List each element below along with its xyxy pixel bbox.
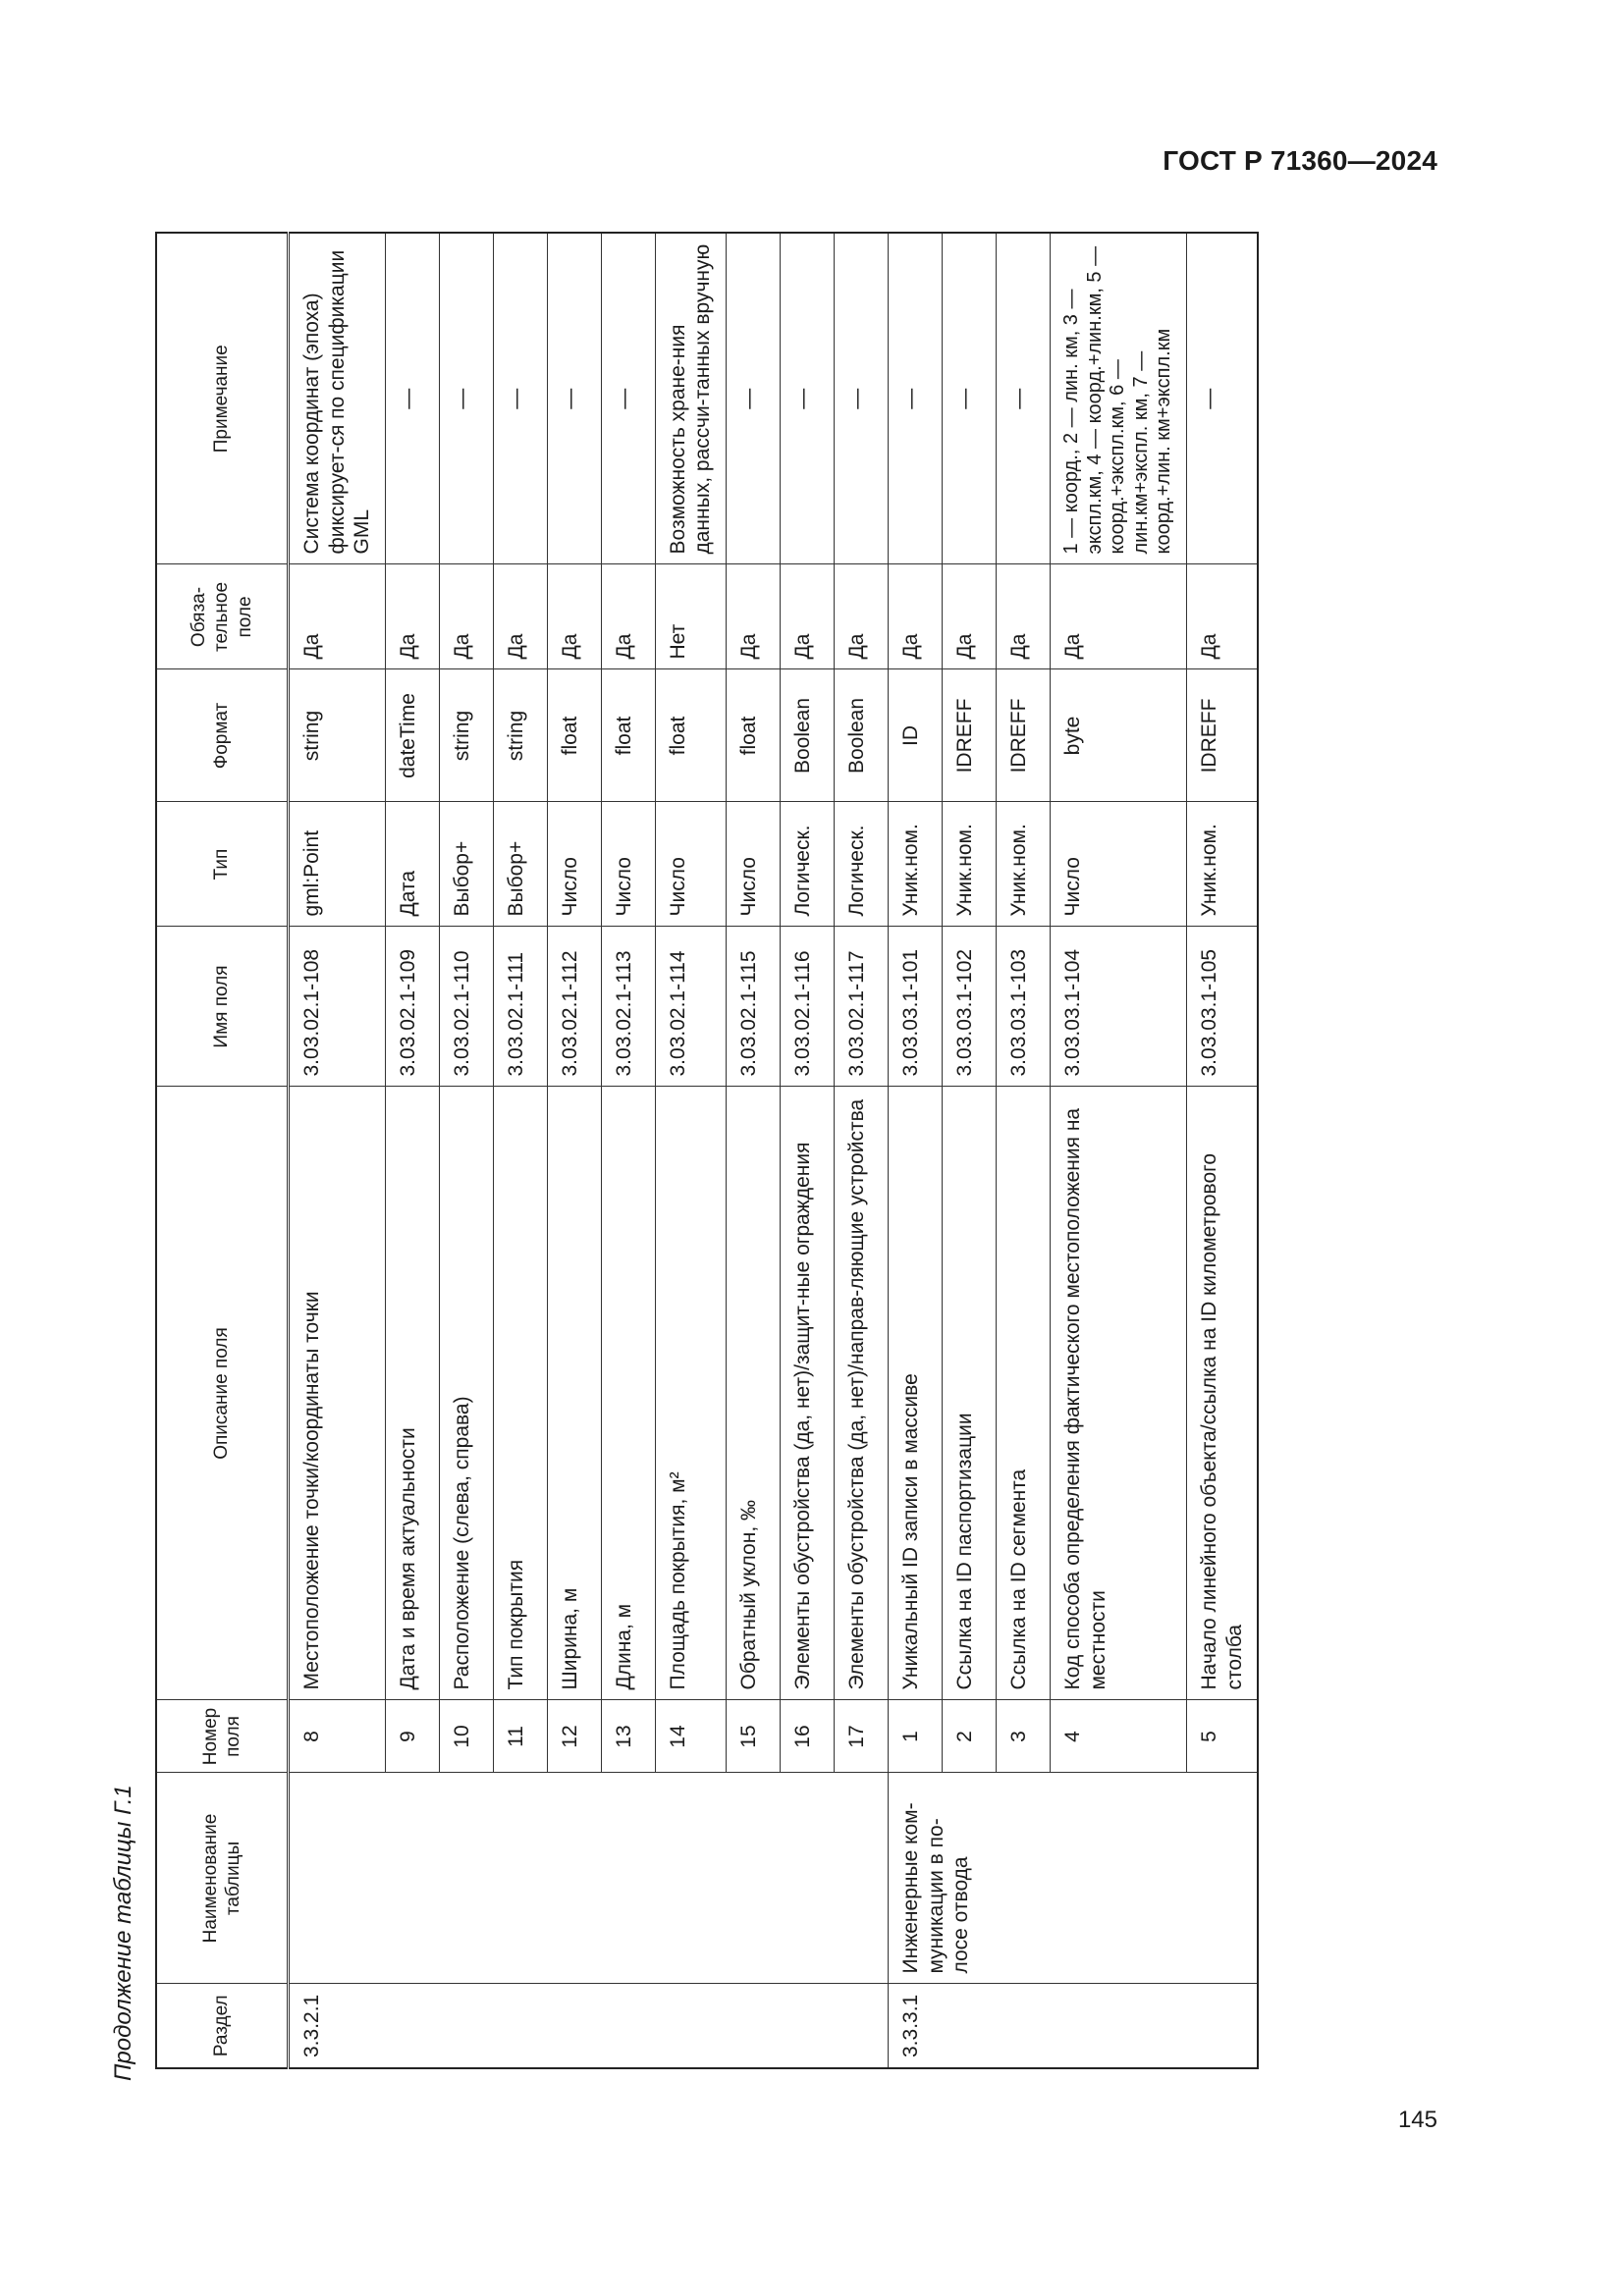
type-cell: Число bbox=[1051, 802, 1187, 927]
field-number-cell: 8 bbox=[289, 1700, 386, 1773]
field-description-cell: Ширина, м bbox=[547, 1087, 601, 1700]
field-name-cell: 3.03.02.1-111 bbox=[493, 927, 547, 1087]
field-number-cell: 11 bbox=[493, 1700, 547, 1773]
format-cell: float bbox=[727, 669, 781, 802]
field-number-cell: 3 bbox=[997, 1700, 1051, 1773]
required-cell: Да bbox=[289, 564, 386, 669]
field-number-cell: 2 bbox=[943, 1700, 997, 1773]
note-cell: — bbox=[385, 233, 439, 564]
field-description-cell: Начало линейного объекта/ссылка на ID километрового столба bbox=[1187, 1087, 1259, 1700]
field-number-cell: 15 bbox=[727, 1700, 781, 1773]
field-number-cell: 12 bbox=[547, 1700, 601, 1773]
field-number-cell: 16 bbox=[781, 1700, 835, 1773]
col-header-format: Формат bbox=[156, 669, 289, 802]
type-cell: Число bbox=[601, 802, 655, 927]
field-number-cell: 13 bbox=[601, 1700, 655, 1773]
field-name-cell: 3.03.03.1-104 bbox=[1051, 927, 1187, 1087]
format-cell: float bbox=[655, 669, 726, 802]
format-cell: float bbox=[547, 669, 601, 802]
col-header-field-number: Номер поля bbox=[156, 1700, 289, 1773]
data-table bbox=[155, 232, 1259, 2069]
note-cell: — bbox=[835, 233, 889, 564]
format-cell: byte bbox=[1051, 669, 1187, 802]
field-description-cell: Обратный уклон, ‰ bbox=[727, 1087, 781, 1700]
table-row bbox=[889, 233, 943, 2068]
format-cell: float bbox=[601, 669, 655, 802]
required-cell: Да bbox=[385, 564, 439, 669]
field-name-cell: 3.03.02.1-108 bbox=[289, 927, 386, 1087]
field-number-cell: 5 bbox=[1187, 1700, 1259, 1773]
required-cell: Да bbox=[547, 564, 601, 669]
type-cell: Число bbox=[727, 802, 781, 927]
field-description-cell: Дата и время актуальности bbox=[385, 1087, 439, 1700]
note-cell: — bbox=[943, 233, 997, 564]
type-cell: Логическ. bbox=[835, 802, 889, 927]
field-number-cell: 4 bbox=[1051, 1700, 1187, 1773]
type-cell: Выбор+ bbox=[439, 802, 493, 927]
col-header-field-description: Описание поля bbox=[156, 1087, 289, 1700]
field-name-cell: 3.03.02.1-109 bbox=[385, 927, 439, 1087]
note-cell: — bbox=[547, 233, 601, 564]
field-description-cell: Ссылка на ID сегмента bbox=[997, 1087, 1051, 1700]
table-row bbox=[289, 233, 386, 2068]
document-header: ГОСТ Р 71360—2024 bbox=[1163, 145, 1437, 176]
note-cell: 1 — коорд., 2 — лин. км, 3 — экспл.км, 4 — коорд.+лин.км, 5 — коорд.+экспл.км, 6 — лин.км+экспл. км, 7 — коорд.+лин. км+экспл.км bbox=[1051, 233, 1187, 564]
note-cell: Возможность хране-ния данных, рассчи-танных вручную bbox=[655, 233, 726, 564]
field-description-cell: Код способа определения фактического местоположения на местности bbox=[1051, 1087, 1187, 1700]
format-cell: string bbox=[439, 669, 493, 802]
field-name-cell: 3.03.03.1-103 bbox=[997, 927, 1051, 1087]
field-description-cell: Ссылка на ID паспортизации bbox=[943, 1087, 997, 1700]
field-description-cell: Тип покрытия bbox=[493, 1087, 547, 1700]
required-cell: Да bbox=[439, 564, 493, 669]
section-cell: 3.3.2.1 bbox=[289, 1984, 889, 2068]
required-cell: Да bbox=[493, 564, 547, 669]
note-cell: — bbox=[1187, 233, 1259, 564]
note-cell: — bbox=[493, 233, 547, 564]
type-cell: Уник.ном. bbox=[943, 802, 997, 927]
note-cell: — bbox=[781, 233, 835, 564]
field-description-cell: Местоположение точки/координаты точки bbox=[289, 1087, 386, 1700]
field-description-cell: Элементы обустройства (да, нет)/защит-ные ограждения bbox=[781, 1087, 835, 1700]
page-number: 145 bbox=[1397, 2107, 1437, 2133]
required-cell: Да bbox=[727, 564, 781, 669]
format-cell: Boolean bbox=[835, 669, 889, 802]
col-header-field-name: Имя поля bbox=[156, 927, 289, 1087]
field-description-cell: Уникальный ID записи в массиве bbox=[889, 1087, 943, 1700]
note-cell: — bbox=[997, 233, 1051, 564]
note-cell: — bbox=[601, 233, 655, 564]
rotated-table-wrapper bbox=[155, 234, 1259, 2069]
field-description-cell: Расположение (слева, справа) bbox=[439, 1087, 493, 1700]
type-cell: Число bbox=[655, 802, 726, 927]
required-cell: Да bbox=[943, 564, 997, 669]
field-name-cell: 3.03.02.1-114 bbox=[655, 927, 726, 1087]
required-cell: Нет bbox=[655, 564, 726, 669]
field-number-cell: 9 bbox=[385, 1700, 439, 1773]
required-cell: Да bbox=[997, 564, 1051, 669]
format-cell: Boolean bbox=[781, 669, 835, 802]
field-number-cell: 14 bbox=[655, 1700, 726, 1773]
col-header-table-name: Наименование таблицы bbox=[156, 1773, 289, 1984]
type-cell: Выбор+ bbox=[493, 802, 547, 927]
field-name-cell: 3.03.02.1-117 bbox=[835, 927, 889, 1087]
field-number-cell: 1 bbox=[889, 1700, 943, 1773]
format-cell: dateTime bbox=[385, 669, 439, 802]
note-cell: Система координат (эпоха) фиксирует-ся по спецификации GML bbox=[289, 233, 386, 564]
type-cell: Уник.ном. bbox=[1187, 802, 1259, 927]
format-cell: IDREFF bbox=[943, 669, 997, 802]
field-description-cell: Длина, м bbox=[601, 1087, 655, 1700]
required-cell: Да bbox=[835, 564, 889, 669]
section-cell: 3.3.3.1 bbox=[889, 1984, 1259, 2068]
field-name-cell: 3.03.02.1-116 bbox=[781, 927, 835, 1087]
required-cell: Да bbox=[889, 564, 943, 669]
table-caption: Продолжение таблицы Г.1 bbox=[110, 1785, 136, 2081]
required-cell: Да bbox=[1051, 564, 1187, 669]
table-name-cell bbox=[289, 1773, 889, 1984]
field-number-cell: 17 bbox=[835, 1700, 889, 1773]
type-cell: Число bbox=[547, 802, 601, 927]
field-name-cell: 3.03.03.1-105 bbox=[1187, 927, 1259, 1087]
type-cell: gml:Point bbox=[289, 802, 386, 927]
col-header-note: Примечание bbox=[156, 233, 289, 564]
field-name-cell: 3.03.02.1-115 bbox=[727, 927, 781, 1087]
type-cell: Дата bbox=[385, 802, 439, 927]
format-cell: IDREFF bbox=[997, 669, 1051, 802]
note-cell: — bbox=[727, 233, 781, 564]
type-cell: Логическ. bbox=[781, 802, 835, 927]
field-name-cell: 3.03.03.1-101 bbox=[889, 927, 943, 1087]
note-cell: — bbox=[439, 233, 493, 564]
field-description-cell: Площадь покрытия, м² bbox=[655, 1087, 726, 1700]
format-cell: string bbox=[493, 669, 547, 802]
format-cell: IDREFF bbox=[1187, 669, 1259, 802]
type-cell: Уник.ном. bbox=[997, 802, 1051, 927]
required-cell: Да bbox=[781, 564, 835, 669]
format-cell: ID bbox=[889, 669, 943, 802]
required-cell: Да bbox=[601, 564, 655, 669]
field-name-cell: 3.03.02.1-110 bbox=[439, 927, 493, 1087]
field-name-cell: 3.03.02.1-112 bbox=[547, 927, 601, 1087]
type-cell: Уник.ном. bbox=[889, 802, 943, 927]
field-number-cell: 10 bbox=[439, 1700, 493, 1773]
required-cell: Да bbox=[1187, 564, 1259, 669]
col-header-type: Тип bbox=[156, 802, 289, 927]
field-name-cell: 3.03.03.1-102 bbox=[943, 927, 997, 1087]
field-name-cell: 3.03.02.1-113 bbox=[601, 927, 655, 1087]
col-header-section: Раздел bbox=[156, 1984, 289, 2068]
table-name-cell: Инженерные ком-муникации в по-лосе отвода bbox=[889, 1773, 1259, 1984]
note-cell: — bbox=[889, 233, 943, 564]
header-row bbox=[156, 233, 289, 2068]
format-cell: string bbox=[289, 669, 386, 802]
col-header-required: Обяза-тельное поле bbox=[156, 564, 289, 669]
field-description-cell: Элементы обустройства (да, нет)/направ-ляющие устройства bbox=[835, 1087, 889, 1700]
